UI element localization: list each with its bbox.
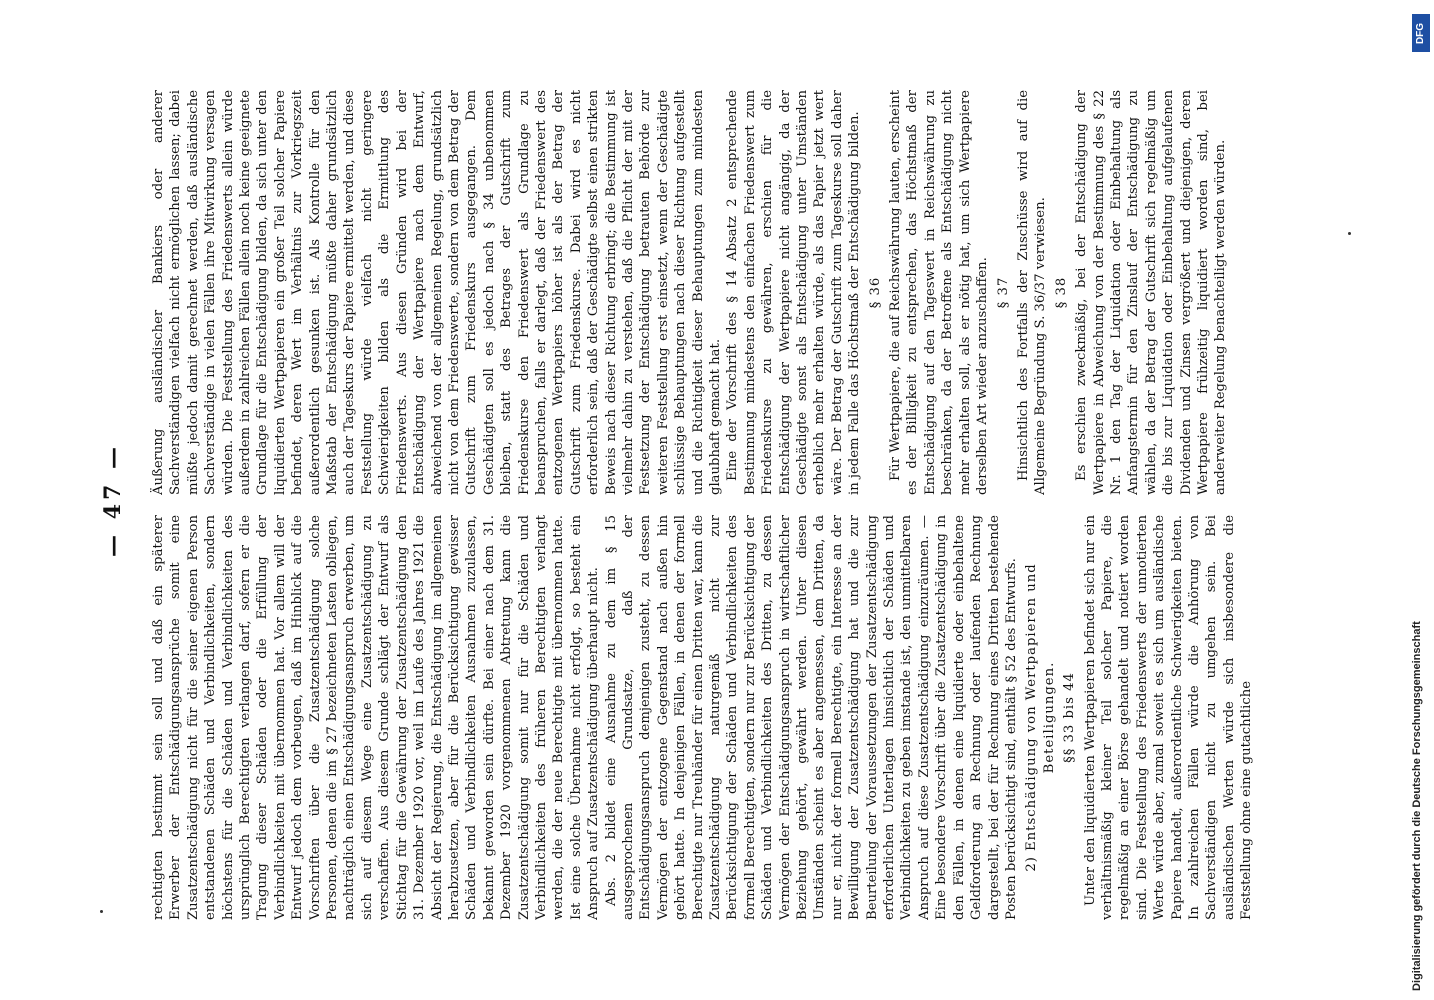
paragraph: Unter den liquidierten Wertpapieren befindet sich nur ein verhältnismäßig kleiner Teil solcher Papiere, die regelmäßig an einer Börse gehandelt und notiert worden sind. Die Feststellung des Friedenswerts der unnotierten Werte würde aber, zumal soweit es sich um ausländische Papiere handelt, außerordentliche Schwierigkeiten bieten. In zahlreichen Fällen würde die Anhörung von Sachverständigen nicht zu umgehen sein. Bei ausländischen Werten würde sich insbesondere die Feststellung ohne eine gutachtliche (1082, 515, 1255, 920)
digitization-credit-text: Digitalisierung gefördert durch die Deutsche Forschungsgemeinschaft (1411, 621, 1423, 991)
scan-speck (100, 910, 103, 913)
paragraph: Äußerung ausländischer Bankiers oder anderer Sachverständigen vielfach nicht ermöglichen lassen; dabei müßte jedoch damit gerechnet werden, daß ausländische Sachverständige in vielen Fällen ihre Mitwirkung versagen würden. Die Feststellung des Friedenswerts allein würde außerdem in zahlreichen Fällen allein noch keine geeignete Grundlage für die Entschädigung bilden, da sich unter den liquidierten Wertpapieren ein großer Teil solcher Papiere befindet, deren Wert im Verhältnis zur Vorkriegszeit außerordentlich gesunken ist. Als Kontrolle für den Maßstab der Entschädigung müßte daher grundsätzlich auch der Tageskurs der Papiere ermittelt werden, und diese Feststellung würde vielfach nicht geringere Schwierigkeiten bilden als die Ermittlung des Friedenswerts. Aus diesen Gründen wird bei der Entschädigung der Wertpapiere nach dem Entwurf, abweichend von der allgemeinen Regelung, grundsätzlich nicht von dem Friedenswerte, sondern von dem Betrag der Gutschrift zum Friedenskurs ausgegangen. Dem Geschädigten soll es jedoch nach § 34 unbenommen bleiben, statt des Betrages der Gutschrift zum Friedenskurse den Friedenswert als Grundlage zu beanspruchen, falls er darlegt, daß der Friedenswert des entzogenen Wertpapiers höher ist als der Betrag der Gutschrift zum Friedenskurse. Dabei wird es nicht erforderlich sein, daß der Geschädigte selbst einen strikten Beweis nach dieser Richtung erbringt; die Bestimmung ist vielmehr dahin zu verstehen, daß die Pflicht der mit der Festsetzung der Entschädigung betrauten Behörde zur weiteren Feststellung erst einsetzt, wenn der Geschädigte schlüssige Behauptungen nach dieser Richtung aufgestellt und die Richtigkeit dieser Behauptungen zum mindesten glaubhaft gemacht hat. (151, 90, 723, 495)
scan-speck (1348, 232, 1351, 235)
section-heading: § 36 (867, 276, 883, 309)
paragraph: Hinsichtlich des Fortfalls der Zuschüsse wird auf die Allgemeine Begründung S. 36/37 verwiesen. (1015, 90, 1049, 495)
digitization-credit-bar (1410, 6, 1432, 996)
paragraph: Eine der Vorschrift des § 14 Absatz 2 entsprechende Bestimmung mindestens den einfachen Friedenswert zum Friedenskurse zu gewähren, erschien für die Entschädigung der Wertpapiere nicht angängig, da der Geschädigte sonst als Entschädigung unter Umständen erheblich mehr erhalten würde, als das Papier jetzt wert wäre. Der Betrag der Gutschrift zum Tageskurse soll daher in jedem Falle das Höchstmaß der Entschädigung bilden. (725, 90, 863, 495)
section-heading: 2) Entschädigung von Wertpapieren und Beteiligungen. (1024, 563, 1057, 872)
dfg-logo: DFG (1412, 14, 1430, 52)
paragraph: Für Wertpapiere, die auf Reichswährung lauten, erscheint es der Billigkeit zu entsprechen, das Höchstmaß der Entschädigung auf den Tageswert in Reichswährung zu beschränken, da der Betroffene als Entschädigung nicht mehr erhalten soll, als er nötig hat, um sich Wertpapiere derselben Art wieder anzuschaffen. (888, 90, 991, 495)
page-number-header: — 47 — (100, 443, 126, 557)
section-heading: § 37 (995, 276, 1011, 309)
right-text-column (150, 90, 1330, 495)
paragraph: Abs. 2 bildet eine Ausnahme zu dem im § 15 ausgesprochenen Grundsatze, daß der Entschädigungsanspruch demjenigen zusteht, zu dessen Vermögen der entzogene Gegenstand nach außen hin gehört hatte. In denjenigen Fällen, in denen der formell Berechtigte nur Treuhänder für einen Dritten war, kann die Zusatzentschädigung naturgemäß nicht zur Berücksichtigung der Schäden und Verbindlichkeiten des formell Berechtigten, sondern nur zur Berücksichtigung der Schäden und Verbindlichkeiten des Dritten, zu dessen Vermögen der Entschädigungsanspruch in wirtschaftlicher Beziehung gehört, gewährt werden. Unter diesen Umständen scheint es aber angemessen, dem Dritten, da nur er, nicht der formell Berechtigte, ein Interesse an der Bewilligung der Zusatzentschädigung hat und die zur Beurteilung der Voraussetzungen der Zusatzentschädigung erforderlichen Unterlagen hinsichtlich der Schäden und Verbindlichkeiten zu geben imstande ist, den unmittelbaren Anspruch auf diese Zusatzentschädigung einzuräumen. — Eine besondere Vorschrift über die Zusatzentschädigung in den Fällen, in denen eine liquidierte oder einbehaltene Geldforderung an Rechnung oder laufenden Rechnung dargestellt, bei der für Rechnung eines Dritten bestehende Posten berücksichtigt sind, enthält § 52 des Entwurfs. (603, 515, 1019, 920)
rotated-page-content (100, 80, 1330, 920)
section-heading: § 38 (1053, 276, 1069, 309)
paragraph: Es erschien zweckmäßig, bei der Entschädigung der Wertpapiere in Abweichung von der Bestimmung des § 22 Nr. 1 den Tag der Liquidation oder Einbehaltung als Anfangstermin für den Zinslauf der Entschädigung zu wählen, da der Betrag der Gutschrift sich regelmäßig um die bis zur Liquidation oder Einbehaltung aufgelaufenen Dividenden und Zinsen vergrößert und diejenigen, deren Wertpapiere frühzeitig liquidiert worden sind, bei anderweiter Regelung benachteiligt werden würden. (1074, 90, 1229, 495)
left-text-column (150, 515, 1330, 920)
paragraph: rechtigten bestimmt sein soll und daß ein späterer Erwerber der Entschädigungsansprüche somit eine Zusatzentschädigung nicht für die seiner eigenen Person entstandenen Schäden und Verbindlichkeiten, sondern höchstens für die Schäden und Verbindlichkeiten des ursprünglich Berechtigten verlangen darf, sofern er die Tragung dieser Schäden oder die Erfüllung der Verbindlichkeiten mit übernommen hat. Vor allem will der Entwurf jedoch dem vorbeugen, daß im Hinblick auf die Vorschriften über die Zusatzentschädigung solche Personen, denen die im § 27 bezeichneten Lasten obliegen, nachträglich einen Entschädigungsanspruch erwerben, um sich auf diesem Wege eine Zusatzentschädigung zu verschaffen. Aus diesem Grunde schlägt der Entwurf als Stichtag für die Gewährung der Zusatzentschädigung den 31. Dezember 1920 vor, weil im Laufe des Jahres 1921 die Absicht der Regierung, die Entschädigung im allgemeinen herabzusetzen, aber für die Berücksichtigung gewisser Schäden und Verbindlichkeiten Ausnahmen zuzulassen, bekannt geworden sein dürfte. Bei einer nach dem 31. Dezember 1920 vorgenommenen Abtretung kann die Zusatzentschädigung somit nur für die Schäden und Verbindlichkeiten des früheren Berechtigten verlangt werden, die der neue Berechtigte mit übernommen hatte. Ist eine solche Übernahme nicht erfolgt, so besteht ein Anspruch auf Zusatzentschädigung überhaupt nicht. (151, 515, 602, 920)
section-heading: §§ 33 bis 44 (1062, 672, 1078, 763)
